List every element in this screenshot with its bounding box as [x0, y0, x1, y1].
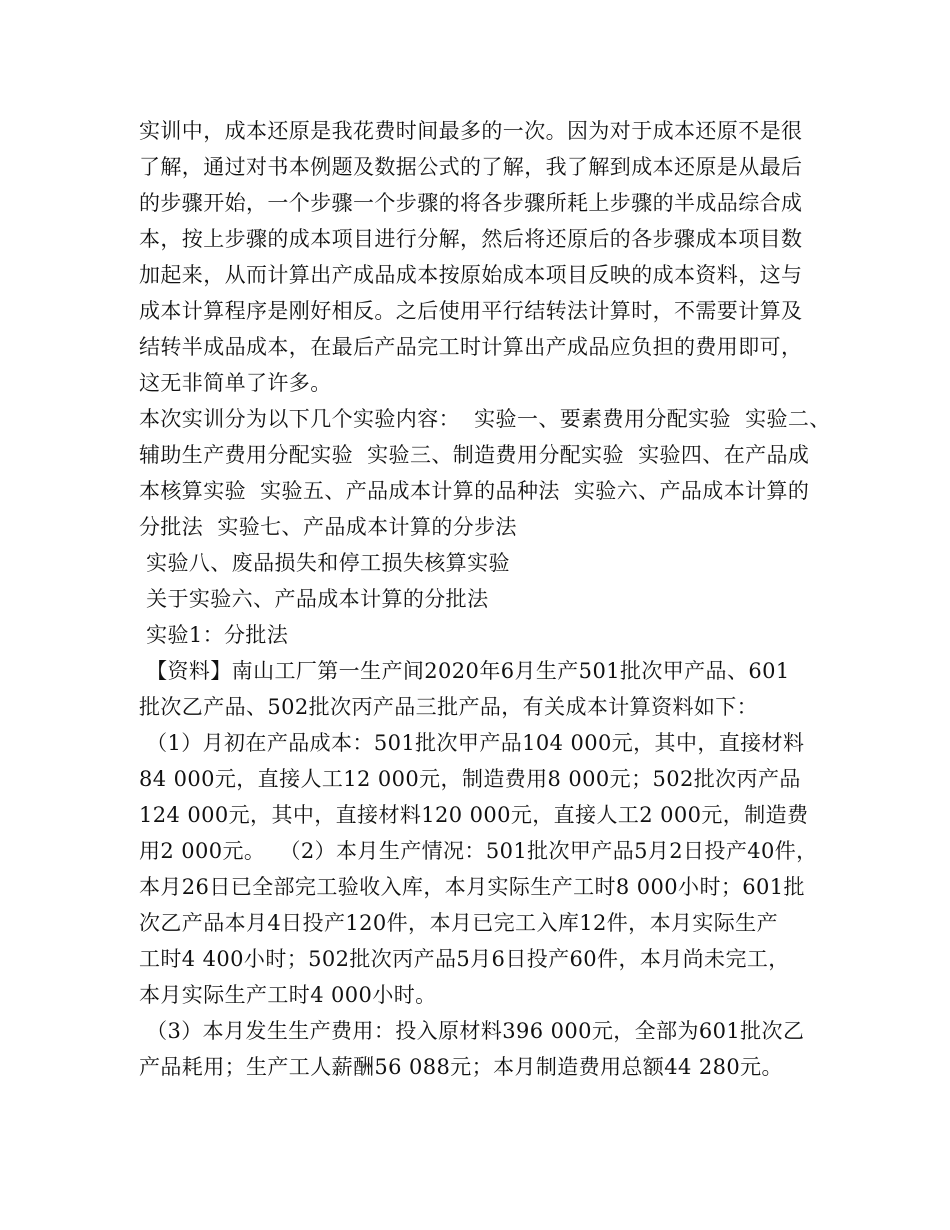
paragraph-line: 本月26日已全部完工验收入库，本月实际生产工时8 000小时；601批	[139, 875, 805, 899]
paragraph-line: 的步骤开始，一个步骤一个步骤的将各步骤所耗上步骤的半成品综合成	[139, 191, 803, 215]
paragraph-line: 产品耗用；生产工人薪酬56 088元；本月制造费用总额44 280元。	[139, 1055, 783, 1079]
paragraph-line: 本，按上步骤的成本项目进行分解，然后将还原后的各步骤成本项目数	[139, 227, 803, 251]
paragraph-line: 加起来，从而计算出产成品成本按原始成本项目反映的成本资料，这与	[139, 263, 803, 287]
paragraph-line: 84 000元，直接人工12 000元，制造费用8 000元；502批次丙产品	[139, 767, 801, 791]
paragraph-line: 124 000元，其中，直接材料120 000元，直接人工2 000元，制造费	[139, 803, 809, 827]
paragraph-line: 批次乙产品、502批次丙产品三批产品，有关成本计算资料如下：	[139, 695, 759, 719]
paragraph-line: 实训中，成本还原是我花费时间最多的一次。因为对于成本还原不是很	[139, 119, 803, 143]
paragraph-line: 用2 000元。 （2）本月生产情况：501批次甲产品5月2日投产40件，	[139, 839, 818, 863]
paragraph-line: 辅助生产费用分配实验 实验三、制造费用分配实验 实验四、在产品成	[139, 443, 810, 467]
section-line: 实验1：分批法	[139, 623, 289, 647]
paragraph-line: 本核算实验 实验五、产品成本计算的品种法 实验六、产品成本计算的	[139, 479, 810, 503]
paragraph-line: 结转半成品成本，在最后产品完工时计算出产成品应负担的费用即可，	[139, 335, 803, 359]
paragraph-line: 成本计算程序是刚好相反。之后使用平行结转法计算时，不需要计算及	[139, 299, 803, 323]
paragraph-line: 这无非简单了许多。	[139, 371, 332, 395]
paragraph-line: 【资料】南山工厂第一生产间2020年6月生产501批次甲产品、601	[139, 659, 790, 683]
paragraph-line: 分批法 实验七、产品成本计算的分步法	[139, 515, 517, 539]
paragraph-line: 了解，通过对书本例题及数据公式的了解，我了解到成本还原是从最后	[139, 155, 803, 179]
paragraph-line: 本次实训分为以下几个实验内容： 实验一、要素费用分配实验 实验二、	[139, 407, 831, 431]
paragraph-line: 工时4 400小时；502批次丙产品5月6日投产60件，本月尚未完工，	[139, 947, 790, 971]
paragraph-line: （3）本月发生生产费用：投入原材料396 000元，全部为601批次乙	[139, 1019, 805, 1043]
paragraph-line: （1）月初在产品成本：501批次甲产品104 000元，其中，直接材料	[139, 731, 805, 755]
paragraph-line: 本月实际生产工时4 000小时。	[139, 983, 437, 1007]
paragraph-line: 次乙产品本月4日投产120件，本月已完工入库12件，本月实际生产	[139, 911, 778, 935]
section-line: 实验八、废品损失和停工损失核算实验	[139, 551, 510, 575]
section-line: 关于实验六、产品成本计算的分批法	[139, 587, 489, 611]
